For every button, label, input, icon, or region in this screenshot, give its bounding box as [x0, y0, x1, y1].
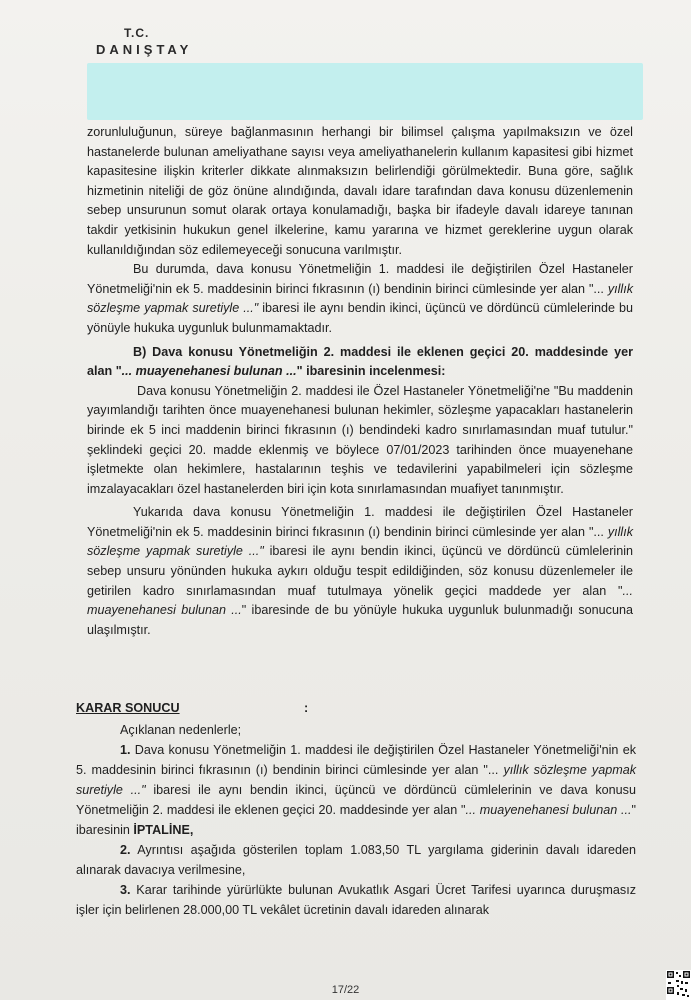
- header-institution: DANIŞTAY: [96, 42, 193, 57]
- karar-intro: Açıklanan nedenlerle;: [120, 723, 242, 737]
- header-tc: T.C.: [124, 26, 150, 40]
- document-header: [96, 26, 192, 57]
- section-b-heading: B) Dava konusu Yönetmeliğin 2. maddesi ile eklenen geçici 20. maddesinde yer alan "... muayenehanesi bulunan ..." ibaresinin incelenmesi:: [87, 344, 633, 379]
- karar-body: [76, 720, 636, 920]
- decision-body: [87, 123, 633, 640]
- karar-item-1: 1. Dava konusu Yönetmeliğin 1. maddesi ile değiştirilen Özel Hastaneler Yönetmeliği'nin ek 5. maddesinin birinci fıkrasının (ı) bendinin birinci cümlesinde yer alan "... yıllık sözleşme yapmak suretiyle ..." ibaresi ile aynı bendin ikinci, üçüncü ve dördüncü cümlelerinin ve dava konusu Yönetmeliğin 2. maddesi ile eklenen geçici 20. maddesinde yer alan "... muayenehanesi bulunan ..." ibaresinin İPTALİNE,: [76, 743, 636, 837]
- page-number: 17/22: [331, 984, 360, 996]
- karar-heading: [76, 701, 308, 715]
- paragraph-3: Dava konusu Yönetmeliğin 2. maddesi ile Özel Hastaneler Yönetmeliği'ne "Bu maddenin yayımlandığı tarihten önce muayenehanesi bulunan hekimler, sözleşme yapacakları hastanelerin birinde ek 5 inci maddenin birinci fıkrasının (ı) bendindeki kadro sınırlamasından muaf tutulur." şeklindeki geçici 20. madde eklenmiş ve böylece 07/01/2023 tarihinden önce muayenehane işletmekte olan hekimlere, hastalarının teşhis ve tedavilerini yapabilmeleri için sözleşme imzalayacakları özel hastanelerden biri için kota sınırlamasından muafiyet tanınmıştır.: [87, 383, 633, 496]
- qr-code-icon: [666, 970, 691, 1000]
- paragraph-2: Bu durumda, dava konusu Yönetmeliğin 1. maddesi ile değiştirilen Özel Hastaneler Yönetmeliği'nin ek 5. maddesinin birinci fıkrasının (ı) bendinin birinci cümlesinde yer alan "... yıllık sözleşme yapmak suretiyle ..." ibaresi ile aynı bendin ikinci, üçüncü ve dördüncü cümlelerinde bu yönüyle hukuka uygunluk bulunmamaktadır.: [87, 262, 633, 335]
- redaction-block: [87, 63, 643, 120]
- karar-item-2: 2. Ayrıntısı aşağıda gösterilen toplam 1.083,50 TL yargılama giderinin davalı idareden alınarak davacıya verilmesine,: [76, 843, 636, 877]
- karar-heading-colon: :: [304, 701, 309, 715]
- paragraph-4: Yukarıda dava konusu Yönetmeliğin 1. maddesi ile değiştirilen Özel Hastaneler Yönetmeliği'nin ek 5. maddesinin birinci fıkrasının (ı) bendinin birinci cümlesinde yer alan "... yıllık sözleşme yapmak suretiyle ..." ibaresi ile aynı bendin ikinci, üçüncü ve dördüncü cümlelerinin sebep unsuru yönünden hukuka aykırı olduğu tespit edildiğinden, söz konusu düzenlemeler ile getirilen kadro sınırlamasından muaf tutulmaya yönelik geçici maddede yer alan "... muayenehanesi bulunan ..." ibaresinde de bu yönüyle hukuka uygunluk bulunmadığı sonucuna ulaşılmıştır.: [87, 505, 634, 637]
- karar-heading-text: KARAR SONUCU: [76, 701, 180, 715]
- karar-item-3: 3. Karar tarihinde yürürlükte bulunan Avukatlık Asgari Ücret Tarifesi uyarınca duruşmasız işler için belirlenen 28.000,00 TL vekâlet ücretinin davalı idareden alınarak: [76, 883, 636, 917]
- paragraph-1: zorunluluğunun, süreye bağlanmasının herhangi bir bilimsel çalışma yapılmaksızın ve özel hastanelerde bulunan ameliyathane sayısı veya ameliyathanelerin kullanım kapasitesi gibi hizmet kapasitesine ilişkin kriterler dikkate alınmaksızın belirlendiği görülmektedir. Buna göre, sağlık hizmetinin niteliği de göz önüne alındığında, davalı idare tarafından dava konusu düzenlemenin sebep unsurunun somut olarak ortaya konulamadığı, başka bir ifadeyle davalı idareye tanınan takdir yetkisinin hukukun genel ilkelerine, kamu yararına ve hizmet gereklerine uygun olarak kullanıldığından söz edilemeyeceği sonucuna varılmıştır.: [87, 125, 633, 257]
